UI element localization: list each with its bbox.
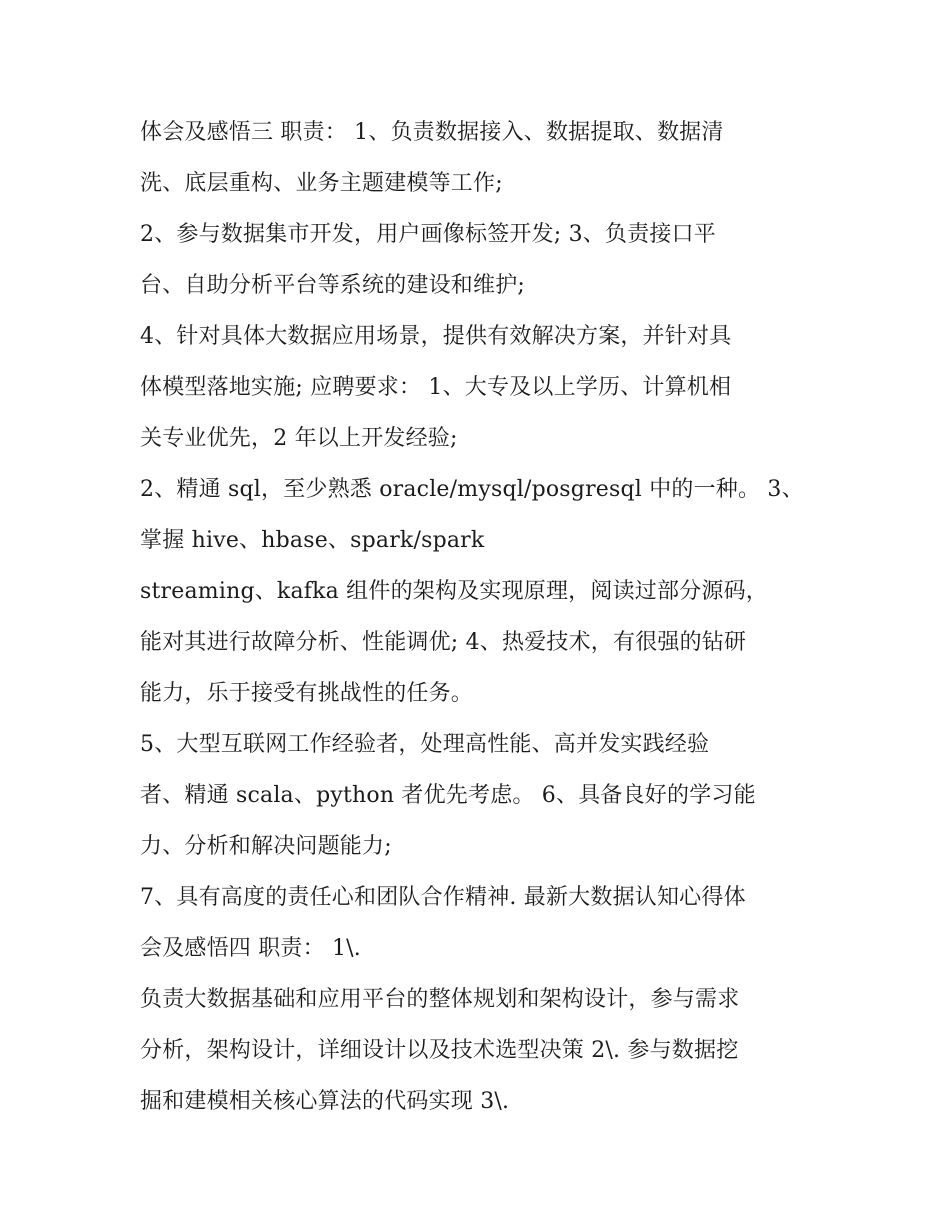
text-line: 力、分析和解决问题能力; xyxy=(140,834,392,859)
text-line: 掌握 hive、hbase、spark/spark xyxy=(140,528,485,553)
text-line: 2、参与数据集市开发，用户画像标签开发; 3、负责接口平 xyxy=(140,222,717,247)
text-line: 7、具有高度的责任心和团队合作精神. 最新大数据认知心得体 xyxy=(140,885,746,910)
text-line: 4、针对具体大数据应用场景，提供有效解决方案，并针对具 xyxy=(140,324,732,349)
text-line: 掘和建模相关核心算法的代码实现 3\. xyxy=(140,1089,510,1114)
text-line: 能对其进行故障分析、性能调优; 4、热爱技术，有很强的钻研 xyxy=(140,630,747,655)
text-line: 体会及感悟三 职责： 1、负责数据接入、数据提取、数据清 xyxy=(140,120,724,145)
text-line: 者、精通 scala、python 者优先考虑。 6、具备良好的学习能 xyxy=(140,783,756,808)
text-line: 负责大数据基础和应用平台的整体规划和架构设计，参与需求 xyxy=(140,987,740,1012)
text-line: 能力，乐于接受有挑战性的任务。 xyxy=(140,681,474,706)
text-line: 洗、底层重构、业务主题建模等工作; xyxy=(140,171,503,196)
text-line: 5、大型互联网工作经验者，处理高性能、高并发实践经验 xyxy=(140,732,710,757)
text-line: 会及感悟四 职责： 1\. xyxy=(140,936,361,961)
text-line: 分析，架构设计，详细设计以及技术选型决策 2\. 参与数据挖 xyxy=(140,1038,739,1063)
document-body xyxy=(140,107,830,1127)
text-line: 2、精通 sql，至少熟悉 oracle/mysql/posgresql 中的一种。 3、 xyxy=(140,477,804,502)
text-line: streaming、kafka 组件的架构及实现原理，阅读过部分源码， xyxy=(140,579,768,604)
text-line: 体模型落地实施; 应聘要求： 1、大专及以上学历、计算机相 xyxy=(140,375,732,400)
text-line: 台、自助分析平台等系统的建设和维护; xyxy=(140,273,526,298)
text-line: 关专业优先，2 年以上开发经验; xyxy=(140,426,458,451)
